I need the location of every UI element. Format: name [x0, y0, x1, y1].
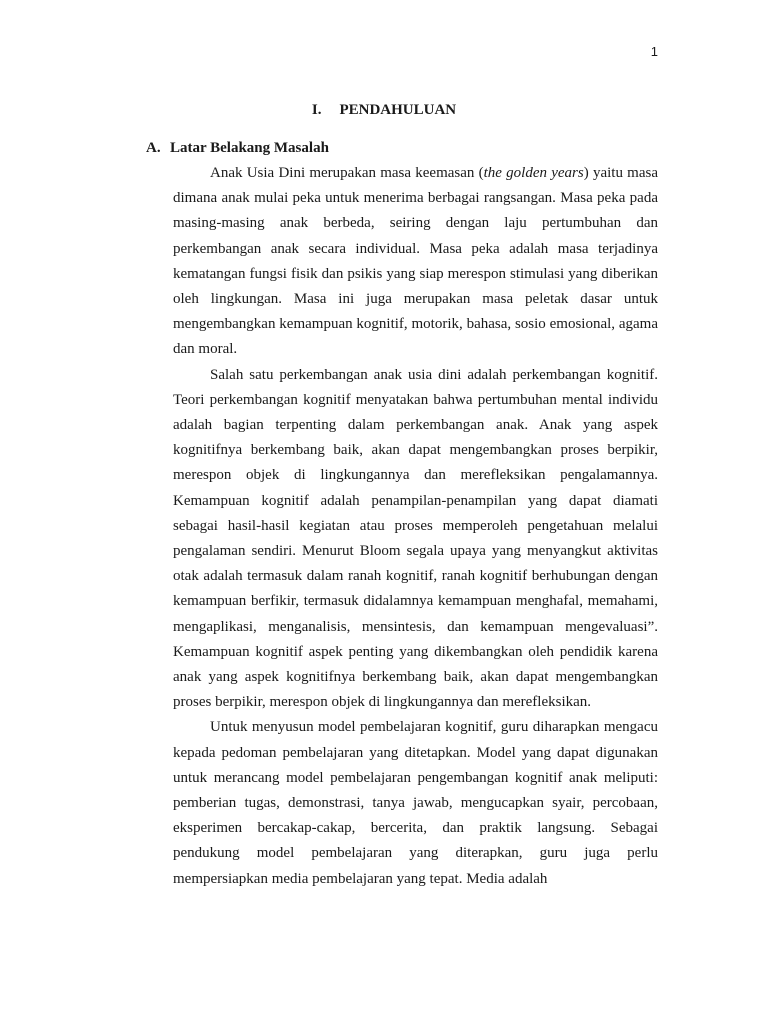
chapter-heading: [0, 102, 768, 119]
paragraph-1: [173, 161, 658, 363]
paragraph-2: Salah satu perkembangan anak usia dini adalah perkembangan kognitif. Teori perkembangan kognitif menyatakan bahwa pertumbuhan mental individu adalah bagian terpenting dalam perkembangan anak. Anak yang aspek kognitifnya berkembang baik, akan dapat mengembangkan proses berpikir, merespon objek di lingkungannya dan merefleksikan pengalamannya. Kemampuan kognitif adalah penampilan-penampilan yang dapat diamati sebagai hasil-hasil kegiatan atau proses memperoleh pengetahuan melalui pengalaman sendiri. Menurut Bloom segala upaya yang menyangkut aktivitas otak adalah termasuk dalam ranah kognitif, ranah kognitif berhubungan dengan kemampuan berfikir, termasuk didalamnya kemampuan menghafal, memahami, mengaplikasi, menganalisis, mensintesis, dan kemampuan mengevaluasi”. Kemampuan kognitif aspek penting yang dikembangkan oleh pendidik karena anak yang aspek kognitifnya berkembang baik, akan dapat mengembangkan proses berpikir, merespon objek di lingkungannya dan merefleksikan.: [173, 366, 658, 711]
section-heading: [146, 140, 329, 157]
paragraph-3: Untuk menyusun model pembelajaran kognitif, guru diharapkan mengacu kepada pedoman pembelajaran yang ditetapkan. Model yang dapat digunakan untuk merancang model pembelajaran pengembangan kognitif anak meliputi: pemberian tugas, demonstrasi, tanya jawab, mengucapkan syair, percobaan, eksperimen bercakap-cakap, bercerita, dan praktik langsung. Sebagai pendukung model pembelajaran yang diterapkan, guru juga perlu mempersiapkan media pembelajaran yang tepat. Media adalah: [173, 719, 658, 887]
paragraph-1-start: Anak Usia Dini merupakan masa keemasan (: [210, 165, 484, 181]
chapter-title: PENDAHULUAN: [339, 102, 457, 118]
paragraph-1-end: ) yaitu masa dimana anak mulai peka untuk menerima berbagai rangsangan. Masa peka pada masing-masing anak berbeda, seiring dengan laju pertumbuhan dan perkembangan anak secara individual. Masa peka adalah masa terjadinya kematangan fungsi fisik dan psikis yang siap merespon stimulasi yang diberikan oleh lingkungan. Masa ini juga merupakan masa peletak dasar untuk mengembangkan kemampuan kognitif, motorik, bahasa, sosio emosional, agama dan moral.: [173, 165, 659, 358]
body-text: [173, 161, 658, 892]
section-letter: A.: [146, 140, 161, 156]
chapter-number: I.: [311, 102, 322, 118]
paragraph-1-italic: the golden years: [483, 165, 584, 181]
section-title: Latar Belakang Masalah: [170, 140, 329, 156]
page-number: 1: [650, 44, 658, 59]
